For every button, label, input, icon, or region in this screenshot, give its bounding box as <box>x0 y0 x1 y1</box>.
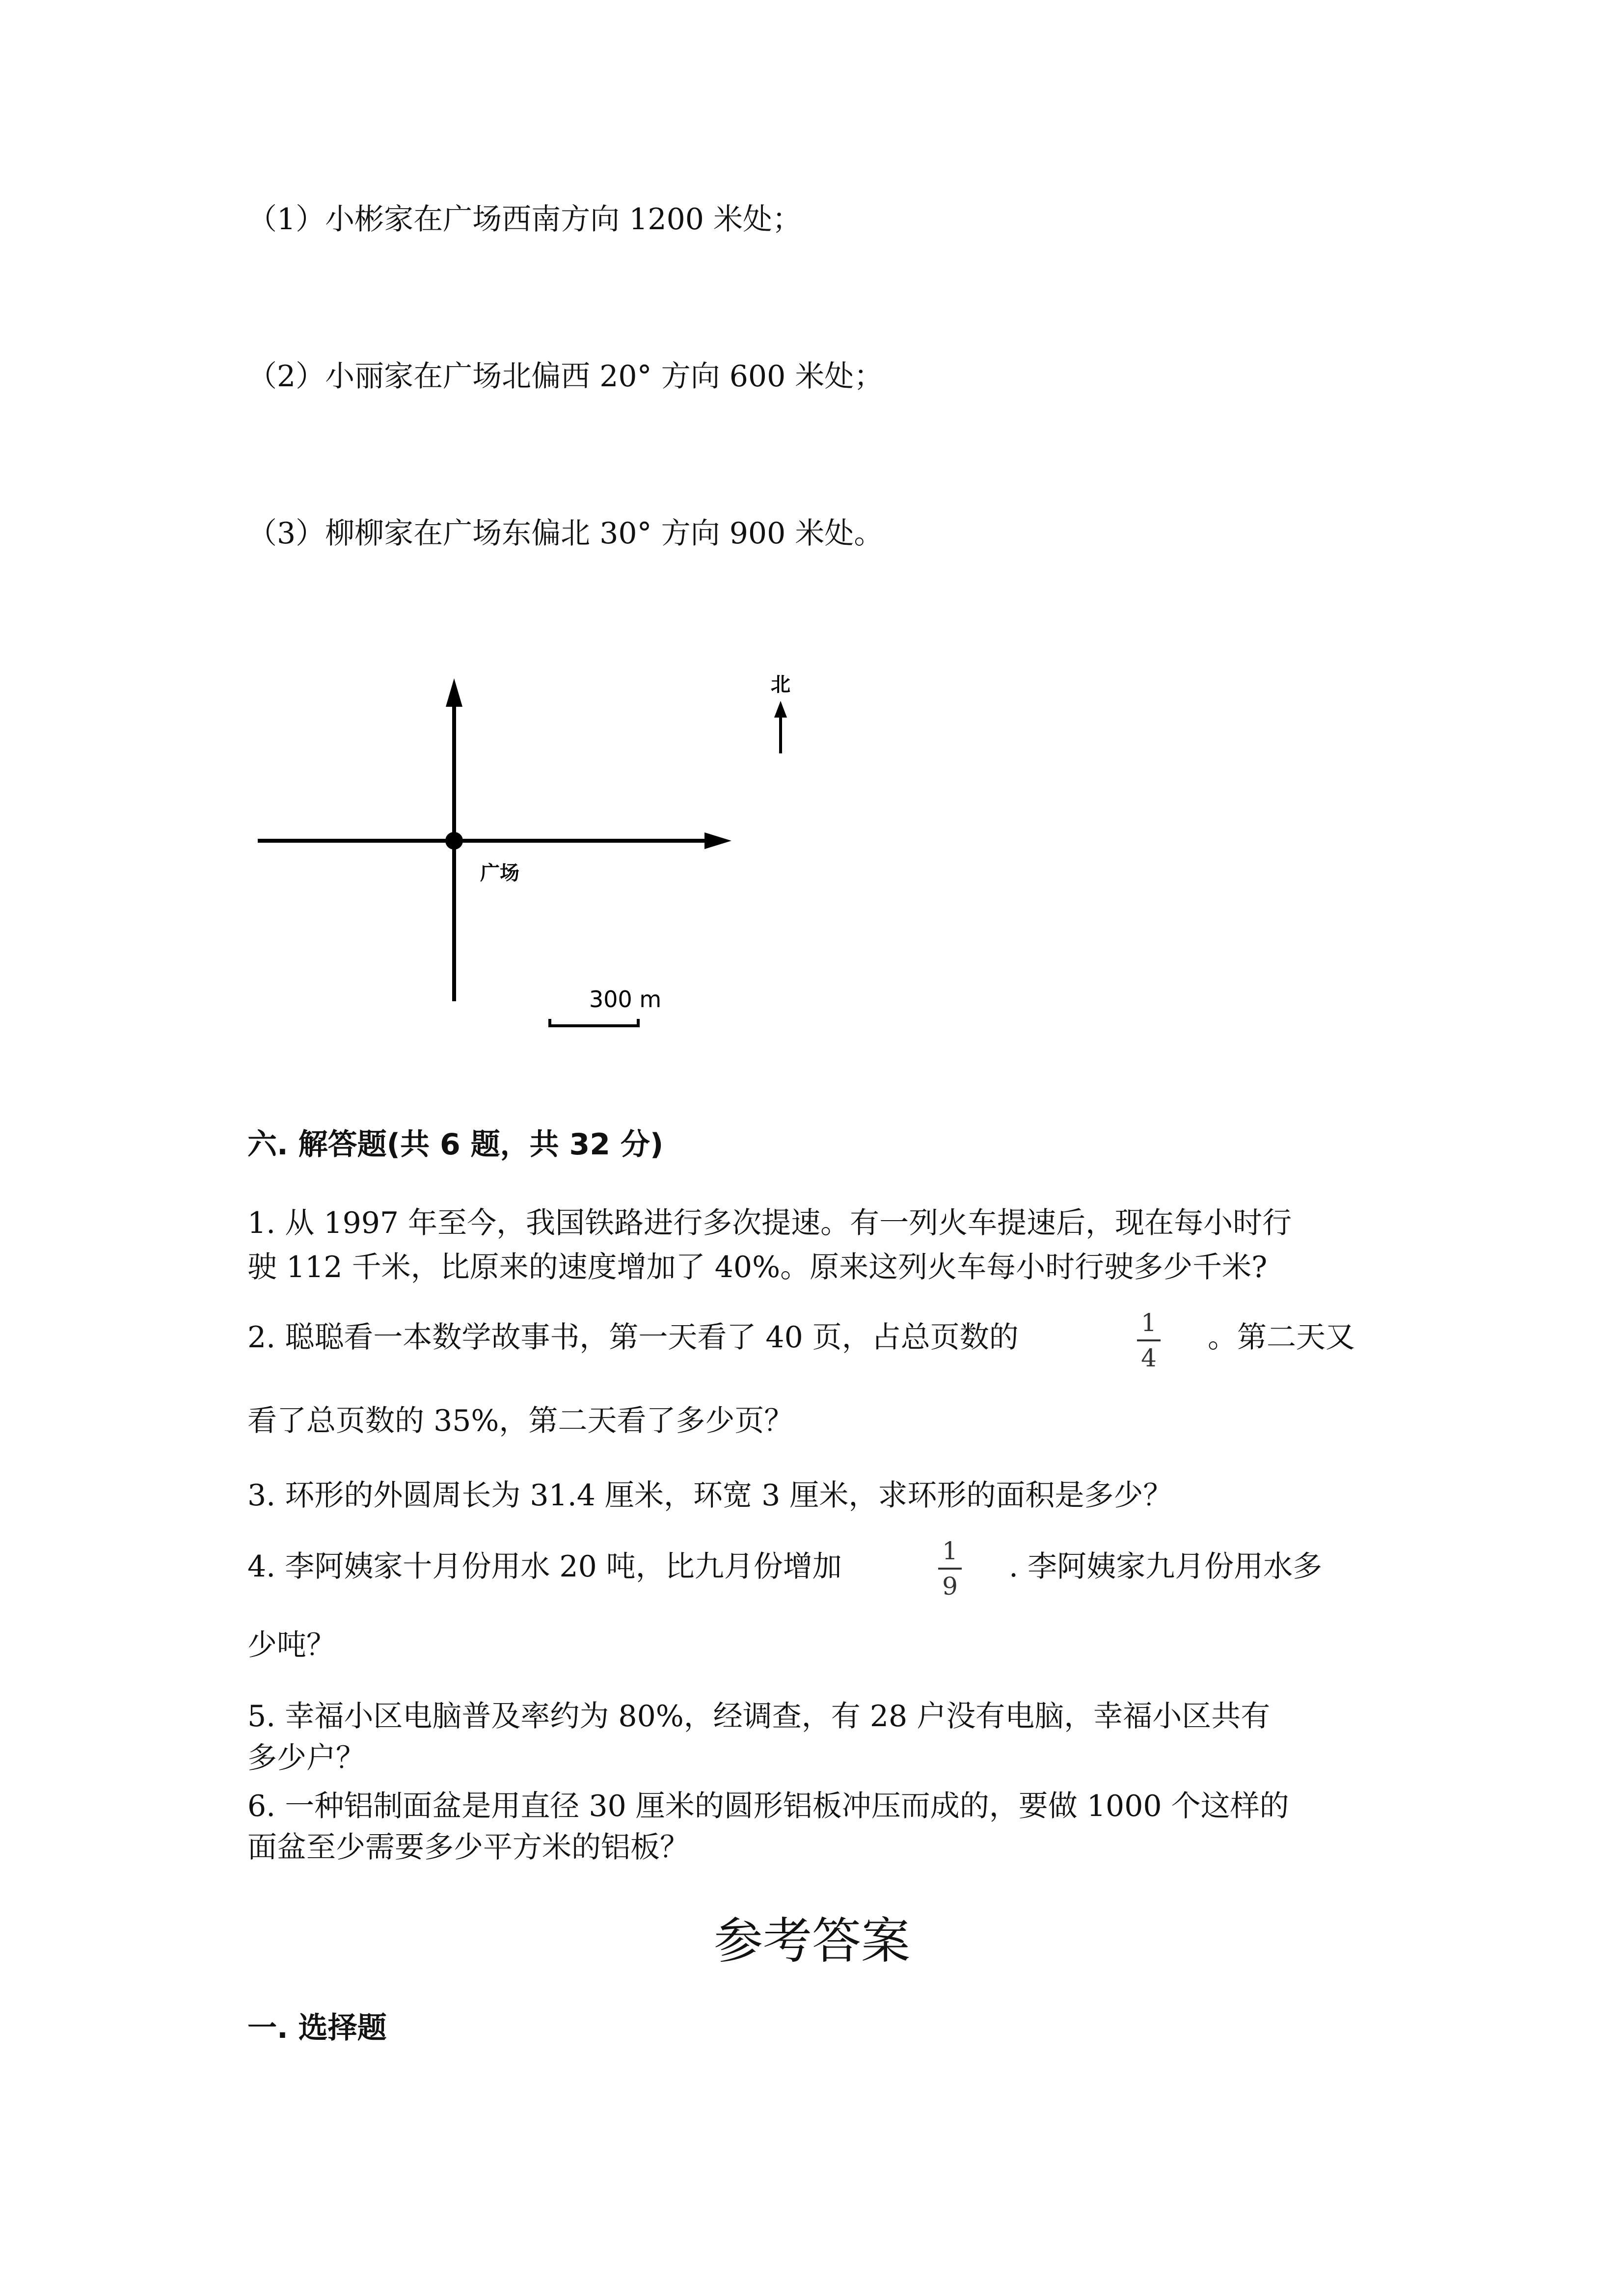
question-6-line-1: 6. 一种铝制面盆是用直径 30 厘米的圆形铝板冲压而成的，要做 1000 个这样的 <box>247 1789 1289 1823</box>
north-label: 北 <box>771 673 790 696</box>
question-6-line-2: 面盆至少需要多少平方米的铝板？ <box>247 1830 689 1865</box>
question-2-text: 2. 聪聪看一本数学故事书，第一天看了 40 页，占总页数的 <box>247 1320 1019 1355</box>
question-4-fraction <box>935 1536 965 1601</box>
section-6-heading: 六. 解答题(共 6 题，共 32 分) <box>247 1127 664 1162</box>
answers-title: 参考答案 <box>714 1912 910 1970</box>
question-5-line-1: 5. 幸福小区电脑普及率约为 80%，经调查，有 28 户没有电脑，幸福小区共有 <box>247 1699 1271 1734</box>
question-2-text-cont: 。第二天又 <box>1208 1320 1355 1355</box>
question-3: 3. 环形的外圆周长为 31.4 厘米，环宽 3 厘米，求环形的面积是多少？ <box>247 1478 1173 1513</box>
fraction-bar <box>938 1568 962 1570</box>
question-4-line-2: 少吨？ <box>247 1628 336 1662</box>
location-item-3: （3）柳柳家在广场东偏北 30° 方向 900 米处。 <box>247 516 884 551</box>
question-2-line-2: 看了总页数的 35%，第二天看了多少页？ <box>247 1404 794 1438</box>
fraction-denominator: 4 <box>1141 1344 1157 1372</box>
question-4-text-cont: . 李阿姨家九月份用水多 <box>1009 1549 1323 1584</box>
axis-north-arrowhead <box>446 678 462 707</box>
location-item-2: （2）小丽家在广场北偏西 20° 方向 600 米处； <box>247 359 884 394</box>
answers-section-1-heading: 一. 选择题 <box>247 2011 387 2045</box>
plaza-point <box>445 832 463 850</box>
question-5-line-2: 多少户？ <box>247 1741 365 1775</box>
question-1-line-2: 驶 112 千米，比原来的速度增加了 40%。原来这列火车每小时行驶多少千米? <box>247 1250 1268 1284</box>
question-4-text: 4. 李阿姨家十月份用水 20 吨，比九月份增加 <box>247 1549 842 1584</box>
fraction-bar <box>1137 1339 1161 1341</box>
scale-label: 300 m <box>589 986 662 1013</box>
plaza-label: 广场 <box>480 862 519 884</box>
fraction-numerator: 1 <box>942 1537 958 1565</box>
fraction-numerator: 1 <box>1141 1308 1157 1337</box>
fraction-denominator: 9 <box>942 1572 958 1601</box>
direction-diagram <box>245 658 810 1050</box>
location-item-1: （1）小彬家在广场西南方向 1200 米处； <box>247 202 802 237</box>
north-indicator-arrowhead <box>774 701 787 718</box>
axis-east-arrowhead <box>704 832 731 849</box>
question-2-fraction <box>1134 1308 1164 1373</box>
question-1-line-1: 1. 从 1997 年至今，我国铁路进行多次提速。有一列火车提速后，现在每小时行 <box>247 1206 1292 1240</box>
